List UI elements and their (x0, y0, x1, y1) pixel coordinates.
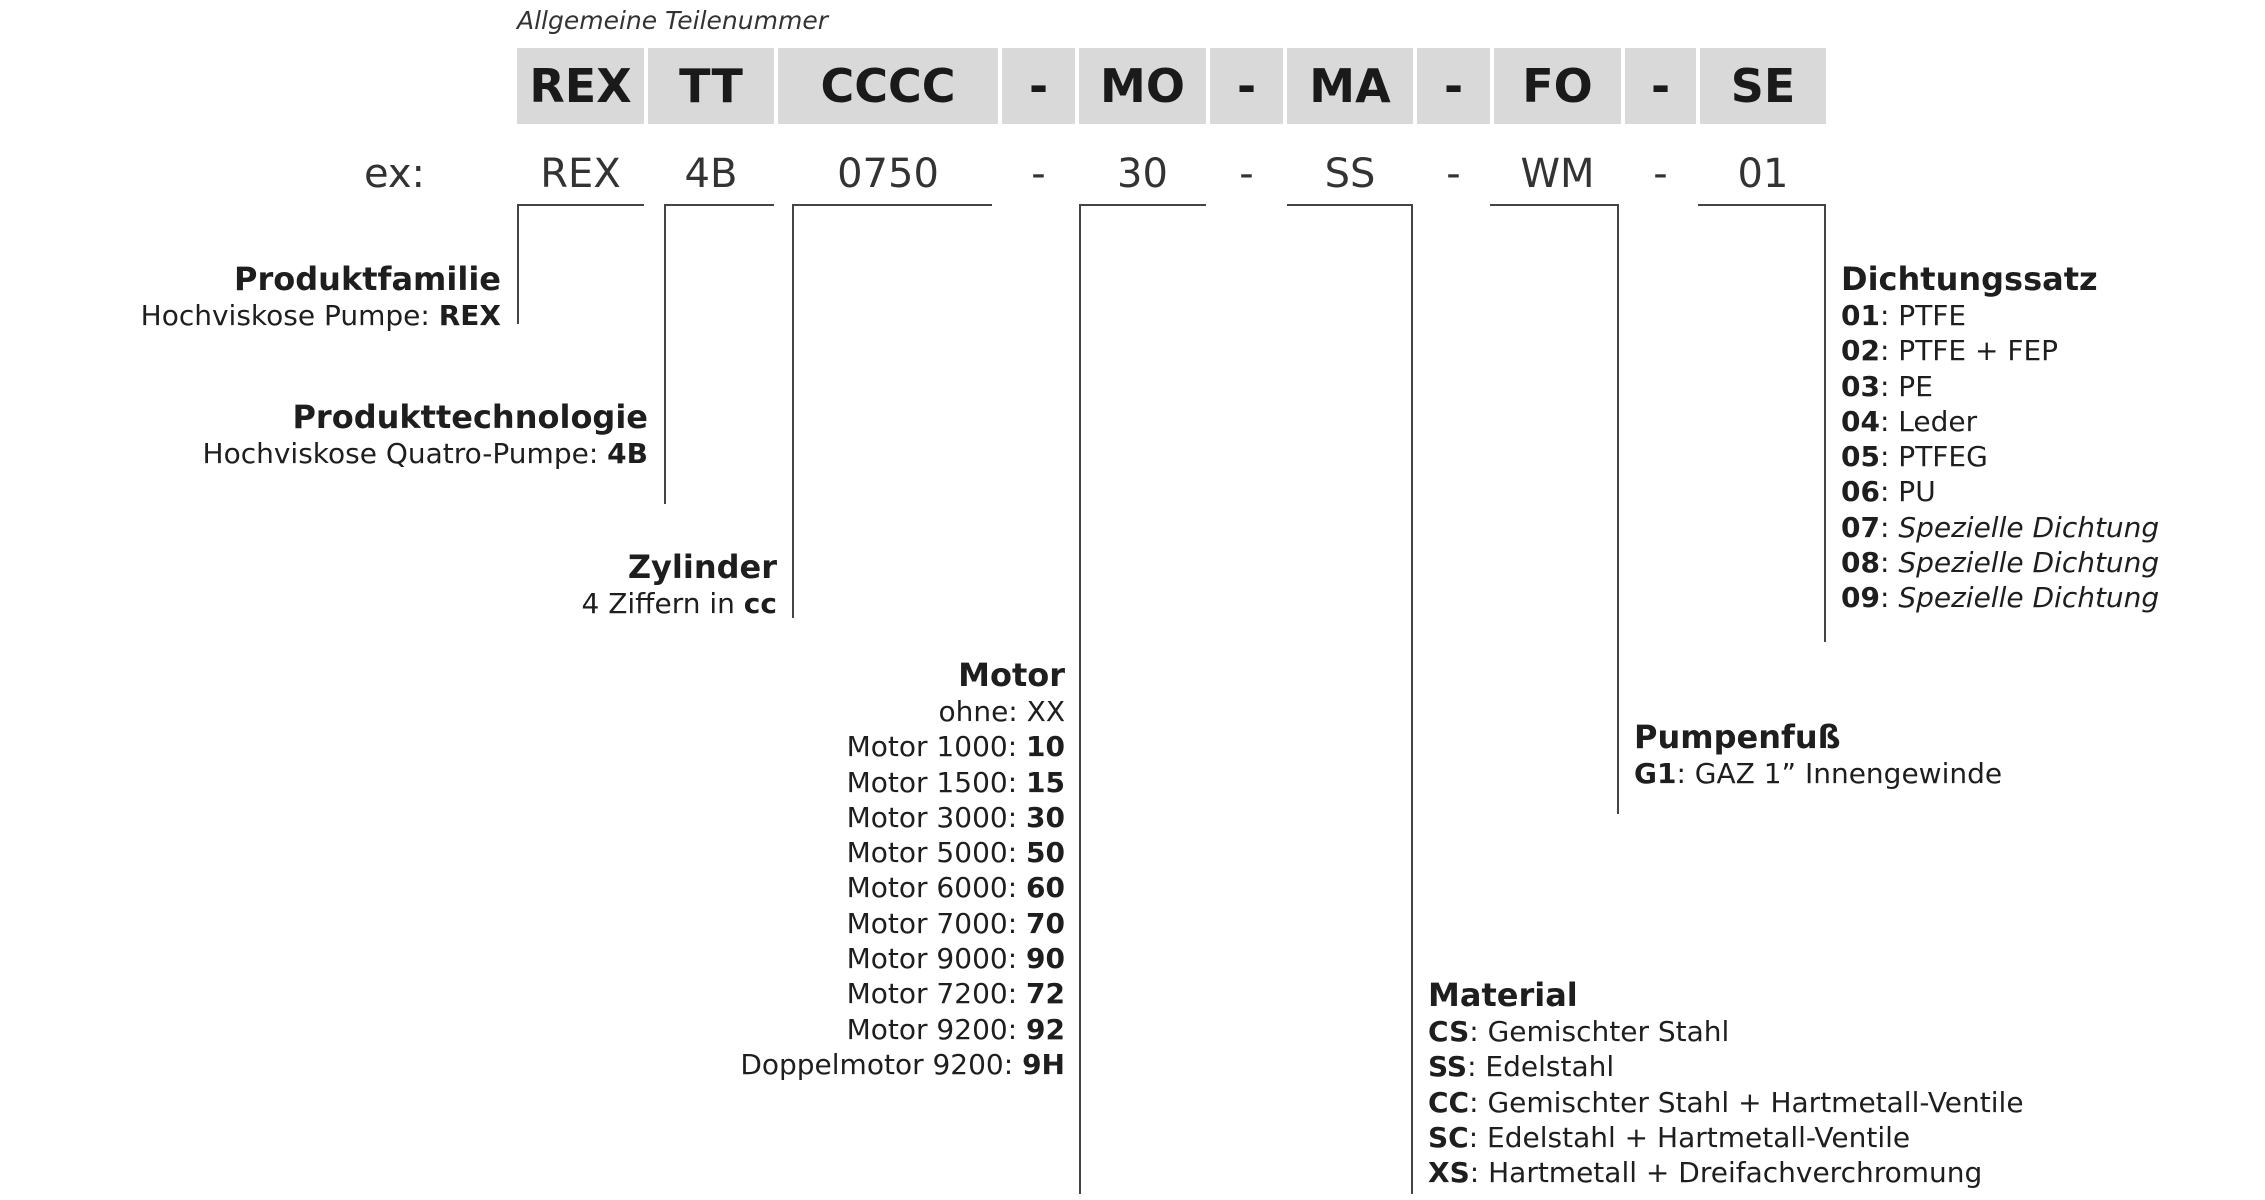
motor-line (740, 870, 1065, 905)
header-segment-fo: FO (1494, 48, 1621, 124)
material-line (1428, 1014, 2024, 1049)
motor-line (740, 800, 1065, 835)
dichtungssatz-line-text: : PTFEG (1879, 440, 1988, 474)
produkttechnologie-line (203, 436, 648, 471)
example-segment-tt: 4B (684, 151, 738, 197)
dichtungssatz-line (1841, 474, 2159, 509)
bracket-se-stem (1824, 204, 1826, 642)
zylinder-line-code: cc (743, 587, 777, 620)
header-segment-ma: MA (1287, 48, 1413, 124)
dichtungssatz-line (1841, 369, 2159, 404)
dichtungssatz-line-code: 01 (1841, 299, 1880, 332)
motor-line-text: Motor 9000: (846, 942, 1027, 976)
bracket-fo-top (1490, 204, 1619, 206)
motor-line-code: 15 (1026, 765, 1065, 799)
dichtungssatz-line-text: : PU (1879, 475, 1936, 509)
pumpenfuss-line-text: : GAZ 1” Innengewinde (1676, 757, 2003, 790)
motor-line-code: 30 (1026, 800, 1065, 834)
dichtungssatz-line-text: Spezielle Dichtung (1898, 546, 2160, 580)
produktfamilie-line (141, 298, 501, 333)
dichtungssatz-line-text: : PTFE (1879, 299, 1967, 332)
material-line-code: SC (1428, 1120, 1469, 1154)
motor-line-code: 10 (1026, 730, 1065, 764)
motor-line (740, 729, 1065, 764)
motor-line-text: Motor 1000: (846, 730, 1027, 764)
dichtungssatz-line-code: 09 (1841, 581, 1880, 615)
dichtungssatz-line-text: : PE (1879, 369, 1933, 403)
motor-line-text: Motor 7200: (846, 977, 1027, 1011)
group-material (1428, 976, 2024, 1190)
diagram-caption: Allgemeine Teilenummer (517, 6, 828, 35)
dichtungssatz-line (1841, 404, 2159, 439)
example-segment-fo: WM (1520, 151, 1595, 197)
motor-line-code: 9H (1022, 1047, 1065, 1081)
dichtungssatz-line-text: Spezielle Dichtung (1898, 510, 2160, 544)
example-separator-4: - (1653, 151, 1668, 197)
motor-line-text: Doppelmotor 9200: (740, 1047, 1023, 1081)
header-separator-3: - (1417, 48, 1490, 124)
bracket-cccc-stem (792, 204, 794, 618)
group-pumpenfuss (1634, 718, 2002, 791)
group-produktfamilie (141, 260, 501, 333)
motor-line-text: Motor 7000: (846, 906, 1027, 940)
dichtungssatz-line-text: : Leder (1879, 404, 1978, 438)
motor-line-text: Motor 1500: (846, 765, 1027, 799)
motor-line (740, 976, 1065, 1011)
header-separator-2: - (1210, 48, 1283, 124)
bracket-ma-top (1287, 204, 1413, 206)
zylinder-line (582, 586, 778, 621)
motor-line-text: Motor 9200: (846, 1012, 1027, 1046)
motor-line-text: Motor 6000: (846, 871, 1027, 905)
example-segment-cccc: 0750 (837, 151, 939, 197)
dichtungssatz-line-code: 02 (1841, 334, 1880, 368)
dichtungssatz-line-code: 05 (1841, 440, 1880, 474)
material-line-text: : Gemischter Stahl + Hartmetall-Ventile (1469, 1085, 2024, 1119)
motor-line-code: 72 (1026, 977, 1065, 1011)
dichtungssatz-line (1841, 439, 2159, 474)
material-line (1428, 1049, 2024, 1084)
header-separator-1: - (1002, 48, 1075, 124)
produktfamilie-line-text: Hochviskose Pumpe: (140, 299, 439, 332)
group-dichtungssatz (1841, 260, 2159, 616)
dichtungssatz-line (1841, 510, 2159, 545)
pumpenfuss-line-code: G1 (1634, 757, 1677, 790)
bracket-mo-top (1079, 204, 1206, 206)
material-line-code: XS (1428, 1156, 1470, 1190)
group-zylinder (582, 548, 778, 621)
bracket-rex-top (517, 204, 644, 206)
motor-line-text: ohne: XX (938, 695, 1065, 728)
material-line (1428, 1085, 2024, 1120)
material-line-text: : Edelstahl + Hartmetall-Ventile (1468, 1120, 1911, 1154)
produktfamilie-title: Produktfamilie (234, 260, 501, 298)
bracket-cccc-top (792, 204, 992, 206)
group-motor (740, 656, 1065, 1082)
produkttechnologie-line-code: 4B (607, 437, 648, 470)
header-separator-4: - (1625, 48, 1696, 124)
produktfamilie-line-code: REX (438, 299, 501, 332)
material-line-text: : Gemischter Stahl (1469, 1015, 1730, 1048)
example-segment-se: 01 (1737, 151, 1789, 197)
motor-line (740, 1012, 1065, 1047)
produkttechnologie-line-text: Hochviskose Quatro-Pumpe: (202, 437, 608, 470)
dichtungssatz-title: Dichtungssatz (1841, 260, 2098, 298)
example-separator-1: - (1031, 151, 1046, 197)
bracket-mo-stem (1079, 204, 1081, 1194)
dichtungssatz-line-code: 07 (1841, 510, 1880, 544)
motor-line-code: 70 (1026, 906, 1065, 940)
produkttechnologie-title: Produkttechnologie (292, 398, 648, 436)
motor-line (740, 835, 1065, 870)
example-segment-mo: 30 (1117, 151, 1168, 197)
header-segment-cccc: CCCC (778, 48, 998, 124)
example-segment-rex: REX (540, 151, 621, 197)
motor-line-text: Motor 3000: (846, 800, 1027, 834)
dichtungssatz-line (1841, 580, 2159, 615)
dichtungssatz-line-colon: : (1879, 510, 1899, 544)
motor-line-text: Motor 5000: (846, 836, 1027, 870)
header-segment-se: SE (1700, 48, 1826, 124)
header-segment-mo: MO (1079, 48, 1206, 124)
motor-line (740, 941, 1065, 976)
example-separator-3: - (1446, 151, 1461, 197)
material-line-code: SS (1428, 1050, 1468, 1084)
motor-line-code: 92 (1026, 1012, 1065, 1046)
motor-line (740, 1047, 1065, 1082)
dichtungssatz-line (1841, 298, 2159, 333)
bracket-tt-stem (664, 204, 666, 504)
dichtungssatz-line-text: Spezielle Dichtung (1898, 581, 2160, 615)
material-title: Material (1428, 976, 1578, 1014)
dichtungssatz-line-colon: : (1879, 581, 1899, 615)
pumpenfuss-line (1634, 756, 2002, 791)
dichtungssatz-line-colon: : (1879, 546, 1899, 580)
dichtungssatz-line-code: 06 (1841, 475, 1880, 509)
dichtungssatz-line (1841, 333, 2159, 368)
zylinder-line-text: 4 Ziffern in (581, 587, 744, 620)
material-line (1428, 1155, 2024, 1190)
zylinder-title: Zylinder (627, 548, 777, 586)
motor-line-code: 60 (1026, 871, 1065, 905)
bracket-rex-stem (517, 204, 519, 324)
example-label: ex: (363, 151, 425, 197)
dichtungssatz-line-code: 08 (1841, 546, 1880, 580)
motor-title: Motor (958, 656, 1065, 694)
pumpenfuss-title: Pumpenfuß (1634, 718, 1841, 756)
material-line (1428, 1120, 2024, 1155)
motor-line-code: 50 (1026, 836, 1065, 870)
material-line-code: CS (1428, 1015, 1470, 1048)
dichtungssatz-line-code: 04 (1841, 404, 1880, 438)
bracket-ma-stem (1411, 204, 1413, 1194)
header-segment-rex: REX (517, 48, 644, 124)
material-line-text: : Edelstahl (1467, 1050, 1615, 1084)
motor-line (740, 906, 1065, 941)
example-separator-2: - (1239, 151, 1254, 197)
motor-line (740, 765, 1065, 800)
motor-line (740, 694, 1065, 729)
bracket-tt-top (664, 204, 774, 206)
bracket-fo-stem (1617, 204, 1619, 814)
material-line-text: : Hartmetall + Dreifachverchromung (1469, 1156, 1983, 1190)
motor-line-code: 90 (1026, 942, 1065, 976)
group-produkttechnologie (203, 398, 648, 471)
dichtungssatz-line-code: 03 (1841, 369, 1880, 403)
material-line-code: CC (1428, 1085, 1470, 1119)
example-segment-ma: SS (1324, 151, 1376, 197)
bracket-se-top (1698, 204, 1826, 206)
dichtungssatz-line-text: : PTFE + FEP (1879, 334, 2059, 368)
dichtungssatz-line (1841, 545, 2159, 580)
header-segment-tt: TT (648, 48, 774, 124)
